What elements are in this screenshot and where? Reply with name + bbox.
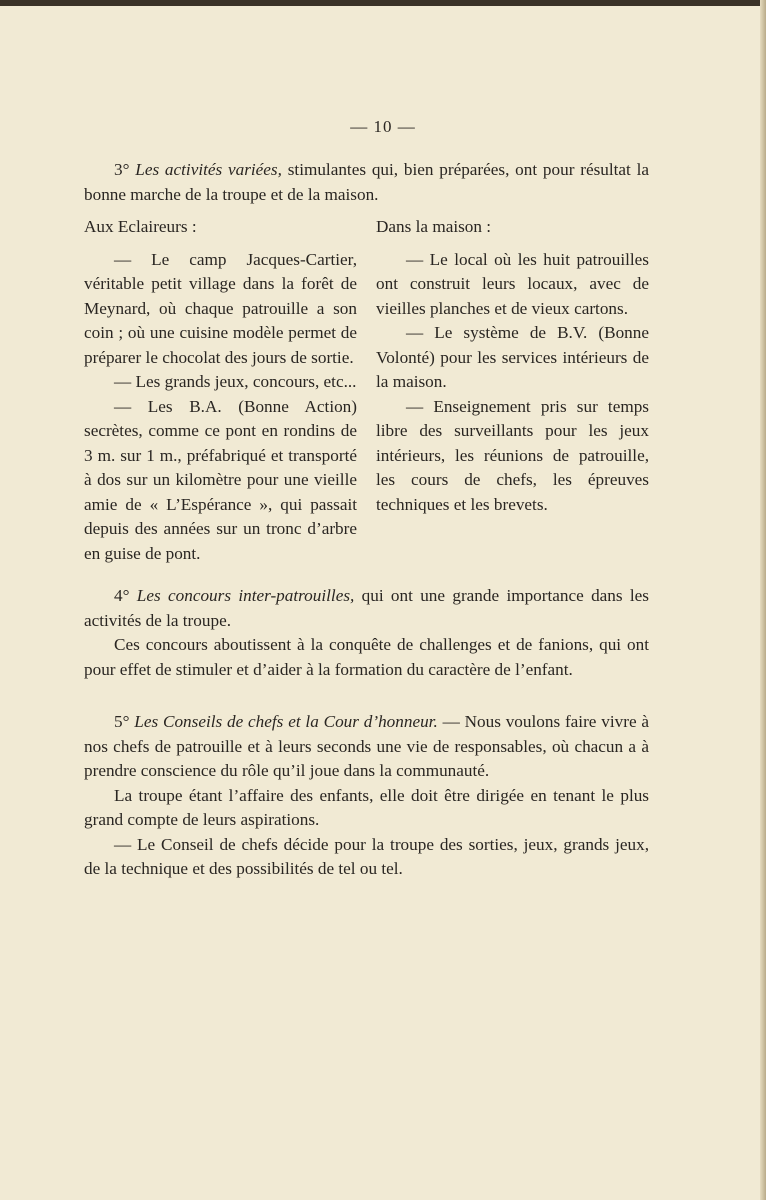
- section-3-text: stimulantes qui, bien préparées, ont pour résultat la bonne marche de la troupe et de la maison.: [84, 160, 650, 204]
- right-column-heading: Dans la maison :: [376, 217, 492, 236]
- section-5-intro: [84, 710, 649, 784]
- section-4: [84, 584, 649, 682]
- section-4-title: Les concours inter-patrouilles,: [136, 586, 355, 605]
- section-4-text: qui ont une grande importance dans les activités de la troupe.: [84, 586, 649, 630]
- page-body: [84, 158, 649, 882]
- section-5-title: Les Conseils de chefs et la Cour d’honneur.: [134, 712, 438, 731]
- right-item-2: — Le système de B.V. (Bonne Volonté) pour les services intérieurs de la maison.: [376, 323, 649, 391]
- left-column: [84, 215, 357, 566]
- right-item-1: — Le local où les huit patrouilles ont construit leurs locaux, avec de vieilles planches et de vieux cartons.: [376, 249, 649, 318]
- right-column: [376, 215, 649, 566]
- section-3-title: Les activités variées,: [135, 160, 282, 179]
- section-5-text: — Nous voulons faire vivre à nos chefs de patrouille et à leurs seconds une vie de responsables, où chacun a à prendre conscience du rôle qu’il joue dans la communauté.: [84, 712, 650, 780]
- section-4-paragraph-2: Ces concours aboutissent à la conquête de challenges et de fanions, qui ont pour effet de stimuler et d’aider à la formation du caractère de l’enfant.: [84, 635, 649, 679]
- left-item-3: — Les B.A. (Bonne Action) secrètes, comme ce pont en rondins de 3 m. sur 1 m., préfabriqué et transporté à dos sur un kilomètre pour une vieille amie de « L’Espérance », qui passait depuis des années sur un tronc d’arbre en guise de pont.: [84, 396, 357, 563]
- left-column-heading: Aux Eclaireurs :: [84, 217, 197, 236]
- section-5-paragraph-2: La troupe étant l’affaire des enfants, elle doit être dirigée en tenant le plus grand compte de leurs aspirations.: [84, 785, 649, 829]
- section-4-number: 4°: [114, 586, 130, 605]
- section-3-number: 3°: [114, 160, 130, 179]
- page-top-edge: [0, 0, 766, 6]
- section-5-paragraph-3: — Le Conseil de chefs décide pour la troupe des sorties, jeux, grands jeux, de la technique et des possibilités de tel ou tel.: [84, 834, 649, 878]
- page-number: — 10 —: [350, 117, 416, 136]
- section-4-intro: [84, 584, 649, 633]
- section-5: [84, 710, 649, 882]
- section-3-intro: [84, 158, 649, 207]
- section-5-number: 5°: [114, 712, 130, 731]
- left-item-2: — Les grands jeux, concours, etc...: [114, 372, 357, 391]
- two-column-list: [84, 215, 649, 566]
- left-item-1: — Le camp Jacques-Cartier, véritable petit village dans la forêt de Meynard, où chaque patrouille a son coin ; où une cuisine modèle permet de préparer le chocolat des jours de sortie.: [84, 249, 357, 367]
- right-item-3: — Enseignement pris sur temps libre des surveillants pour les jeux intérieurs, les réunions de patrouille, les cours de chefs, les épreuves techniques et les brevets.: [376, 396, 649, 514]
- page-right-edge: [760, 0, 766, 1200]
